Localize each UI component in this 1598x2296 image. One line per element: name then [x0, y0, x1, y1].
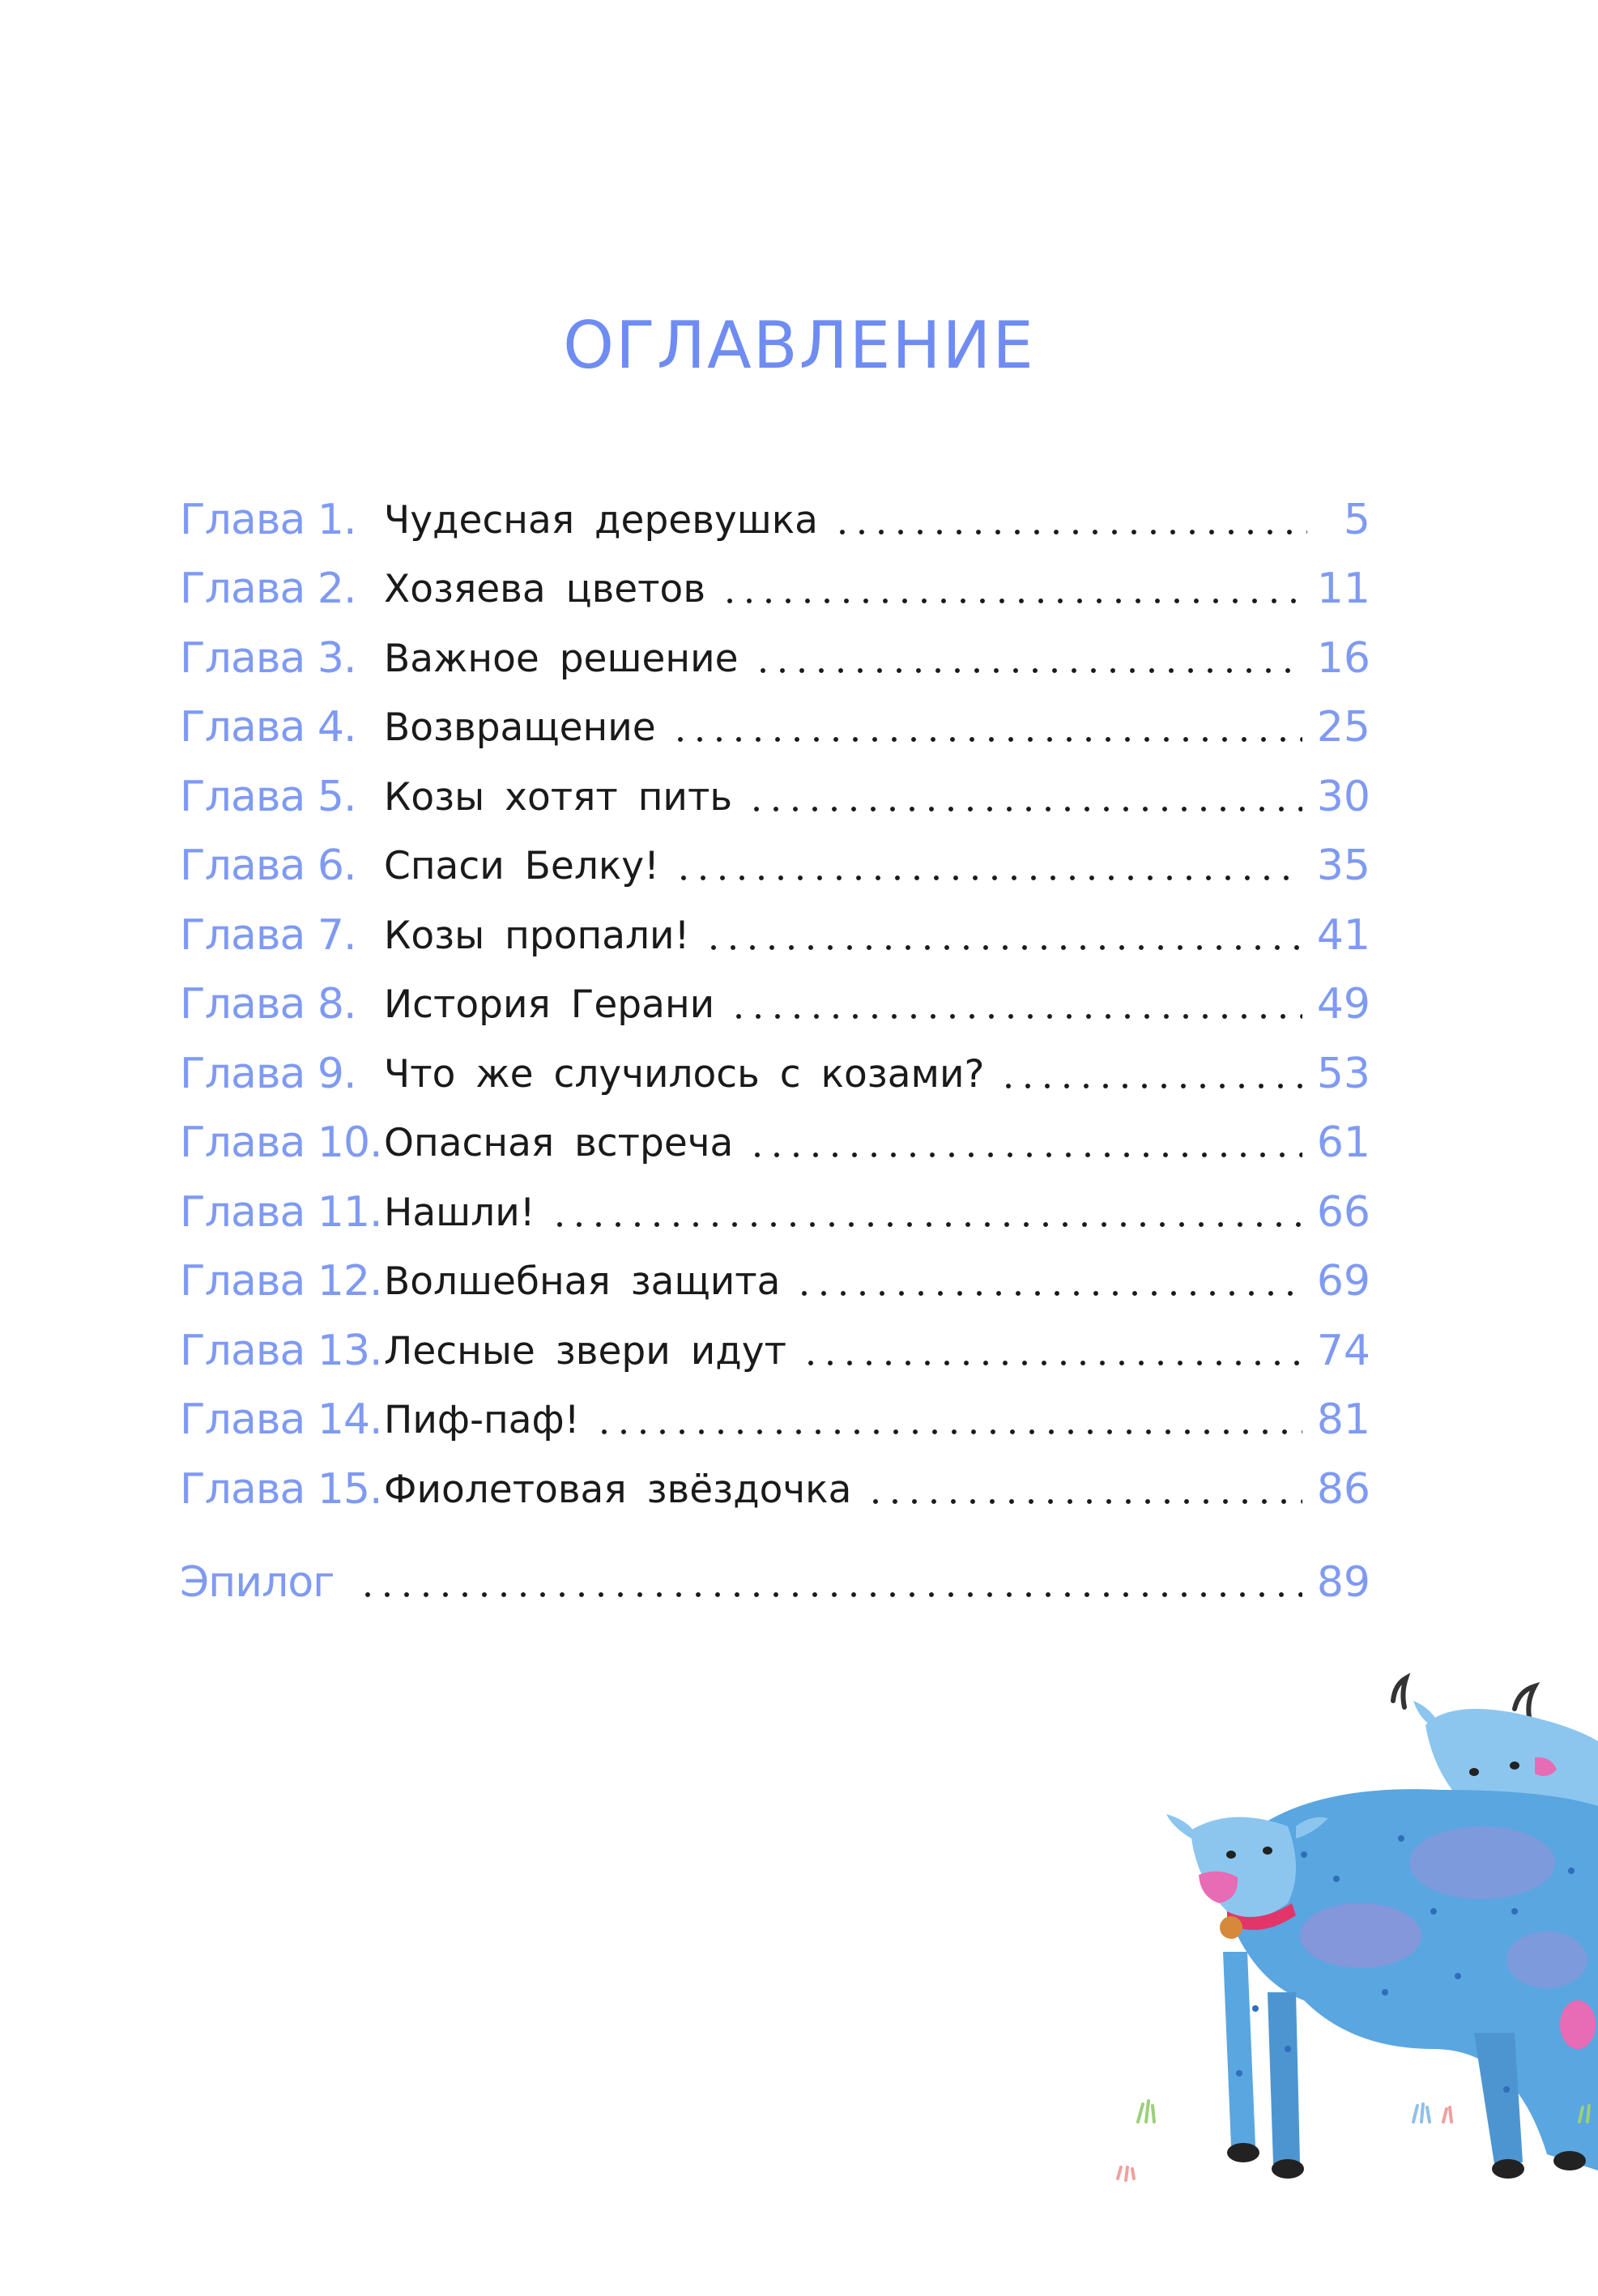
chapter-title: Козы хотят пить	[384, 774, 733, 820]
chapter-label: Глава 12.	[180, 1257, 382, 1306]
chapter-title: Нашли!	[384, 1190, 535, 1235]
chapter-title: Козы пропали!	[384, 913, 690, 958]
chapter-page-number: 11	[1316, 564, 1370, 613]
chapter-page-number: 74	[1316, 1326, 1370, 1375]
dot-leader	[753, 667, 1302, 675]
front-leg	[1223, 1952, 1255, 2146]
grass-tuft	[1443, 2107, 1451, 2122]
goats-illustration	[1093, 1668, 1598, 2251]
chapter-label: Глава 1.	[180, 495, 356, 544]
chapter-label: Глава 13.	[180, 1326, 382, 1375]
chapter-title: Спаси Белку!	[384, 844, 659, 888]
dot-leader	[748, 1151, 1302, 1159]
chapter-page-number: 5	[1343, 495, 1370, 544]
dot-leader	[550, 1220, 1302, 1229]
dot-leader	[866, 1497, 1302, 1506]
chapter-label: Глава 7.	[180, 910, 356, 960]
chapter-page-number: 81	[1316, 1395, 1370, 1444]
hind-leg	[1474, 2033, 1523, 2164]
chapter-label: Глава 11.	[180, 1187, 382, 1237]
chapter-label: Глава 3.	[180, 633, 356, 683]
chapter-label: Глава 6.	[180, 841, 356, 890]
chapter-label: Глава 14.	[180, 1395, 382, 1444]
chapter-title: Чудесная деревушка	[384, 497, 818, 543]
dot-leader	[720, 597, 1302, 605]
chapter-page-number: 25	[1316, 703, 1370, 752]
grass-tuft	[1138, 2101, 1154, 2122]
chapter-title: Важное решение	[384, 636, 739, 681]
chapter-label: Глава 5.	[180, 772, 356, 821]
dot-leader	[795, 1289, 1302, 1297]
toc-entry-chapter-12[interactable]	[180, 1238, 1370, 1308]
toc-entry-chapter-7[interactable]	[180, 892, 1370, 961]
grass-tuft	[1118, 2167, 1134, 2180]
front-goat	[1166, 1789, 1598, 2179]
hoof	[1553, 2151, 1586, 2170]
chapter-label: Глава 8.	[180, 980, 356, 1029]
epilogue-label: Эпилог	[180, 1558, 335, 1607]
chapter-page-number: 69	[1316, 1257, 1370, 1306]
toc-entry-chapter-11[interactable]	[180, 1169, 1370, 1238]
toc-entry-epilogue[interactable]	[180, 1540, 1370, 1609]
chapter-label: Глава 4.	[180, 703, 356, 752]
chapter-title: Хозяева цветов	[384, 567, 706, 611]
toc-entry-chapter-10[interactable]	[180, 1100, 1370, 1169]
chapter-label: Глава 9.	[180, 1049, 356, 1098]
chapter-label: Глава 10.	[180, 1118, 382, 1167]
purple-patch	[1506, 1932, 1587, 1988]
dot-leader	[729, 1012, 1302, 1020]
chapter-page-number: 86	[1316, 1464, 1370, 1514]
chapter-page-number: 61	[1316, 1118, 1370, 1167]
back-goat-horn-right	[1515, 1686, 1535, 1717]
front-leg	[1268, 1992, 1300, 2164]
dot-leader	[358, 1591, 1302, 1599]
hoof	[1227, 2143, 1259, 2162]
back-goat-eye	[1469, 1768, 1479, 1776]
toc-entry-chapter-4[interactable]	[180, 684, 1370, 754]
dot-leader	[999, 1082, 1302, 1090]
chapter-page-number: 16	[1316, 633, 1370, 683]
purple-patch	[1300, 1903, 1421, 1968]
chapter-title: Что же случилось с козами?	[384, 1051, 985, 1097]
toc-entry-chapter-13[interactable]	[180, 1307, 1370, 1377]
chapter-title: История Герани	[384, 982, 715, 1027]
toc-entry-chapter-1[interactable]	[180, 476, 1370, 546]
chapter-title: Возвращение	[384, 705, 656, 750]
chapter-title: Фиолетовая звёздочка	[384, 1467, 852, 1512]
front-goat-head	[1191, 1817, 1296, 1918]
toc-entry-chapter-3[interactable]	[180, 615, 1370, 684]
toc-entry-chapter-9[interactable]	[180, 1030, 1370, 1100]
chapter-title: Лесные звери идут	[384, 1328, 786, 1374]
toc-entry-chapter-5[interactable]	[180, 753, 1370, 823]
chapter-page-number: 35	[1316, 841, 1370, 890]
chapter-label: Глава 2.	[180, 564, 356, 613]
dot-leader	[833, 528, 1307, 536]
toc-entry-chapter-15[interactable]	[180, 1446, 1370, 1515]
dot-leader	[674, 874, 1302, 882]
toc-entry-chapter-14[interactable]	[180, 1377, 1370, 1446]
dot-leader	[747, 805, 1302, 813]
dot-leader	[704, 944, 1302, 952]
chapter-title: Волшебная защита	[384, 1259, 781, 1304]
chapter-title: Опасная встреча	[384, 1121, 734, 1165]
chapter-page-number: 66	[1316, 1187, 1370, 1237]
dot-leader	[801, 1359, 1302, 1367]
toc-entry-chapter-8[interactable]	[180, 961, 1370, 1031]
bell-icon	[1220, 1916, 1242, 1939]
chapter-page-number: 53	[1316, 1049, 1370, 1098]
chapter-page-number: 41	[1316, 910, 1370, 960]
chapter-title: Пиф-паф!	[384, 1398, 580, 1442]
page-title: ОГЛАВЛЕНИЕ	[563, 308, 1035, 383]
toc-entry-chapter-6[interactable]	[180, 823, 1370, 892]
hoof	[1492, 2159, 1524, 2179]
udder	[1560, 2000, 1596, 2049]
chapter-page-number: 30	[1316, 772, 1370, 821]
table-of-contents	[180, 476, 1370, 1608]
epilogue-page-number: 89	[1316, 1558, 1370, 1607]
chapter-label: Глава 15.	[180, 1464, 382, 1514]
hoof	[1272, 2159, 1304, 2179]
front-goat-eye	[1226, 1851, 1236, 1859]
dot-leader	[594, 1428, 1302, 1436]
dot-leader	[671, 735, 1302, 743]
grass-tuft	[1413, 2104, 1430, 2122]
front-goat-eye	[1263, 1847, 1272, 1855]
chapter-page-number: 49	[1316, 980, 1370, 1029]
purple-patch	[1409, 1826, 1555, 1899]
toc-entry-chapter-2[interactable]	[180, 546, 1370, 616]
back-goat-horn-left	[1393, 1678, 1406, 1707]
back-goat-eye	[1510, 1761, 1519, 1770]
